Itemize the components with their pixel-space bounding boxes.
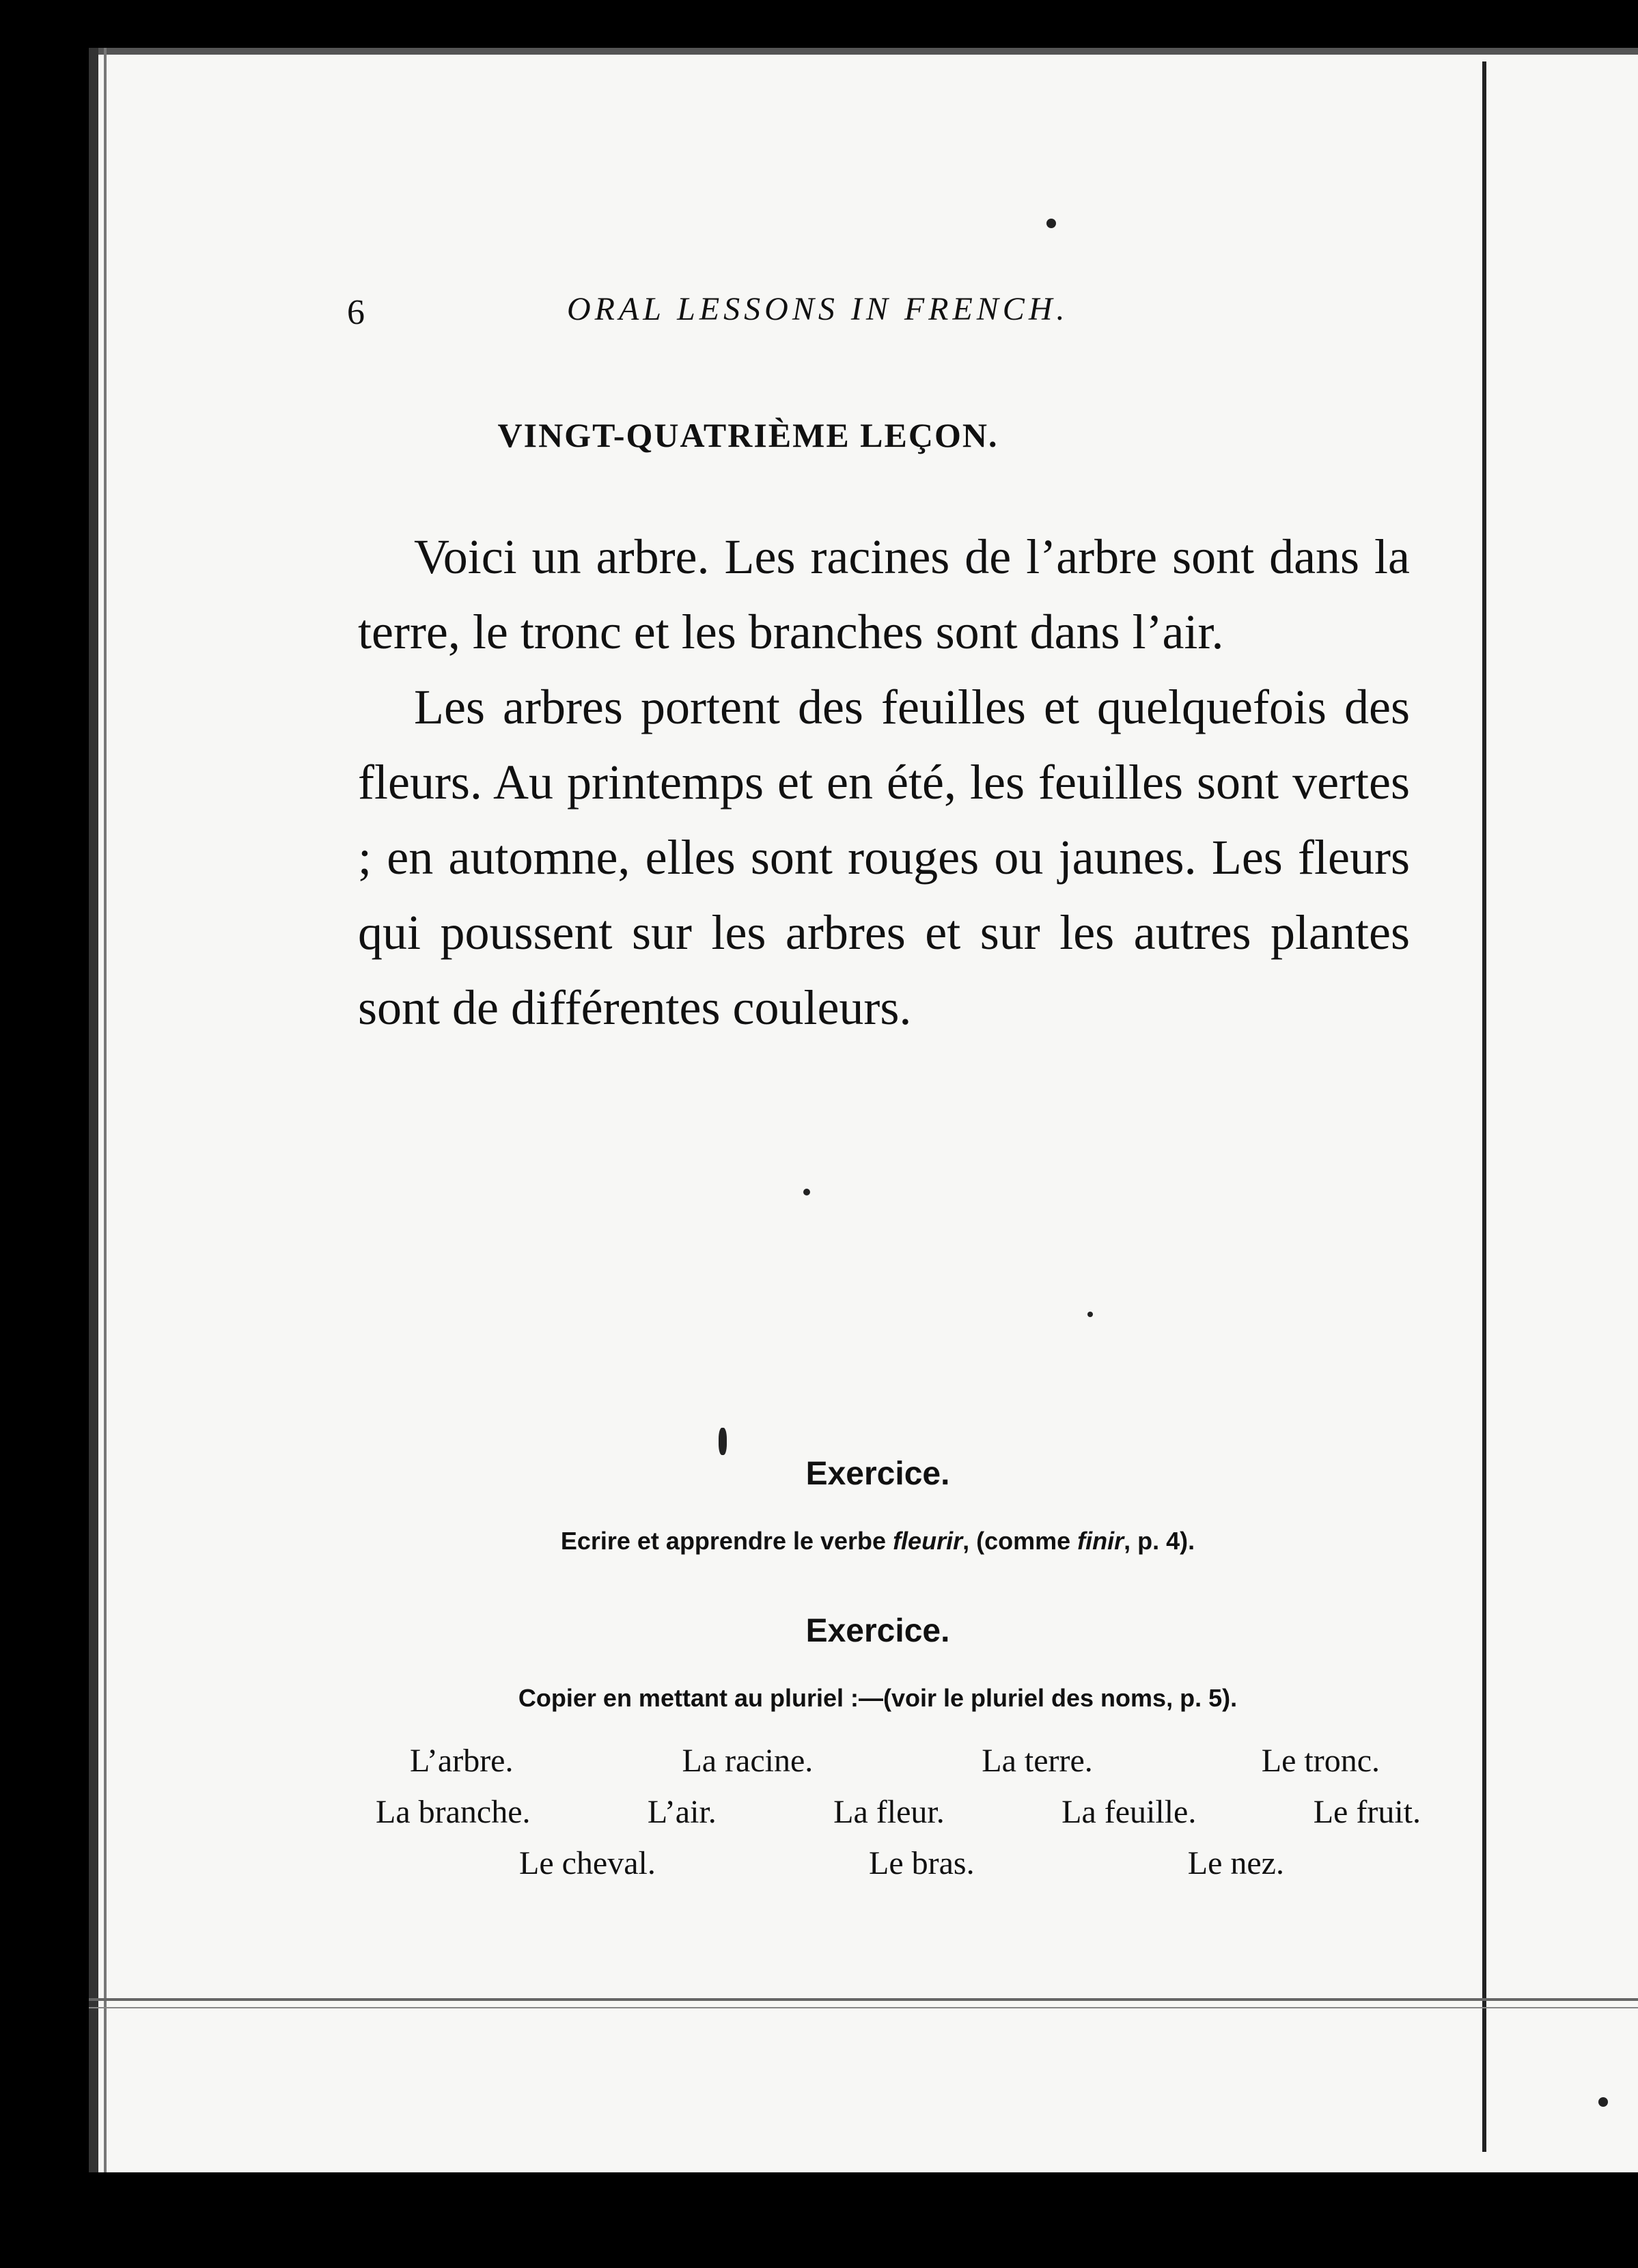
page-right-edge: [1482, 61, 1486, 2152]
word-item: La branche.: [376, 1794, 531, 1830]
word-item: La feuille.: [1061, 1794, 1197, 1830]
exercise-instruction: [89, 1527, 1638, 1555]
instruction-text: , p. 4).: [1124, 1527, 1195, 1555]
word-item: La racine.: [682, 1743, 814, 1779]
word-item: Le bras.: [869, 1845, 975, 1881]
page-bottom-rule-thin: [89, 2007, 1638, 2008]
scan-border-bottom: [0, 2172, 1638, 2268]
print-speck: [1598, 2097, 1608, 2107]
lesson-body: [358, 519, 1410, 1045]
print-speck: [1087, 1312, 1093, 1317]
word-item: Le tronc.: [1261, 1743, 1380, 1779]
word-row: [410, 1742, 1380, 1780]
word-row: [519, 1844, 1284, 1882]
running-title: ORAL LESSONS IN FRENCH.: [567, 291, 1069, 327]
word-item: Le nez.: [1187, 1845, 1284, 1881]
word-row: [376, 1793, 1421, 1831]
word-item: L’arbre.: [410, 1743, 514, 1779]
word-item: Le cheval.: [519, 1845, 656, 1881]
page-left-edge: [89, 48, 98, 2172]
instruction-text: , (comme: [962, 1527, 1078, 1555]
verb-fleurir: fleurir: [893, 1527, 963, 1555]
word-item: L’air.: [647, 1794, 717, 1830]
book-page: [89, 48, 1638, 2172]
word-item: Le fruit.: [1313, 1794, 1421, 1830]
lesson-paragraph: Les arbres portent des feuilles et quelquefois des fleurs. Au printemps et en été, les feuilles sont vertes ; en automne, elles sont rouges ou jaunes. Les fleurs qui poussent sur les arbres et sur les autres plantes sont de différentes couleurs.: [358, 680, 1410, 1035]
page-top-edge: [89, 48, 1638, 55]
print-speck: [719, 1428, 727, 1455]
exercise-instruction: Copier en mettant au pluriel :—(voir le pluriel des noms, p. 5).: [518, 1684, 1238, 1712]
word-item: La terre.: [982, 1743, 1093, 1779]
page-bottom-rule: [89, 1998, 1638, 2001]
word-item: La fleur.: [833, 1794, 945, 1830]
exercise-heading: Exercice.: [805, 1456, 950, 1492]
model-verb-finir: finir: [1077, 1527, 1124, 1555]
page-left-edge-line: [104, 48, 107, 2172]
exercise-heading: Exercice.: [805, 1613, 950, 1649]
lesson-title: VINGT-QUATRIÈME LEÇON.: [497, 416, 999, 454]
page-number: 6: [347, 293, 365, 332]
instruction-text: Ecrire et apprendre le verbe: [560, 1527, 893, 1555]
lesson-paragraph: Voici un arbre. Les racines de l’arbre sont dans la terre, le tronc et les branches sont dans l’air.: [358, 529, 1410, 659]
print-speck: [803, 1189, 810, 1195]
print-speck: [1046, 219, 1056, 228]
